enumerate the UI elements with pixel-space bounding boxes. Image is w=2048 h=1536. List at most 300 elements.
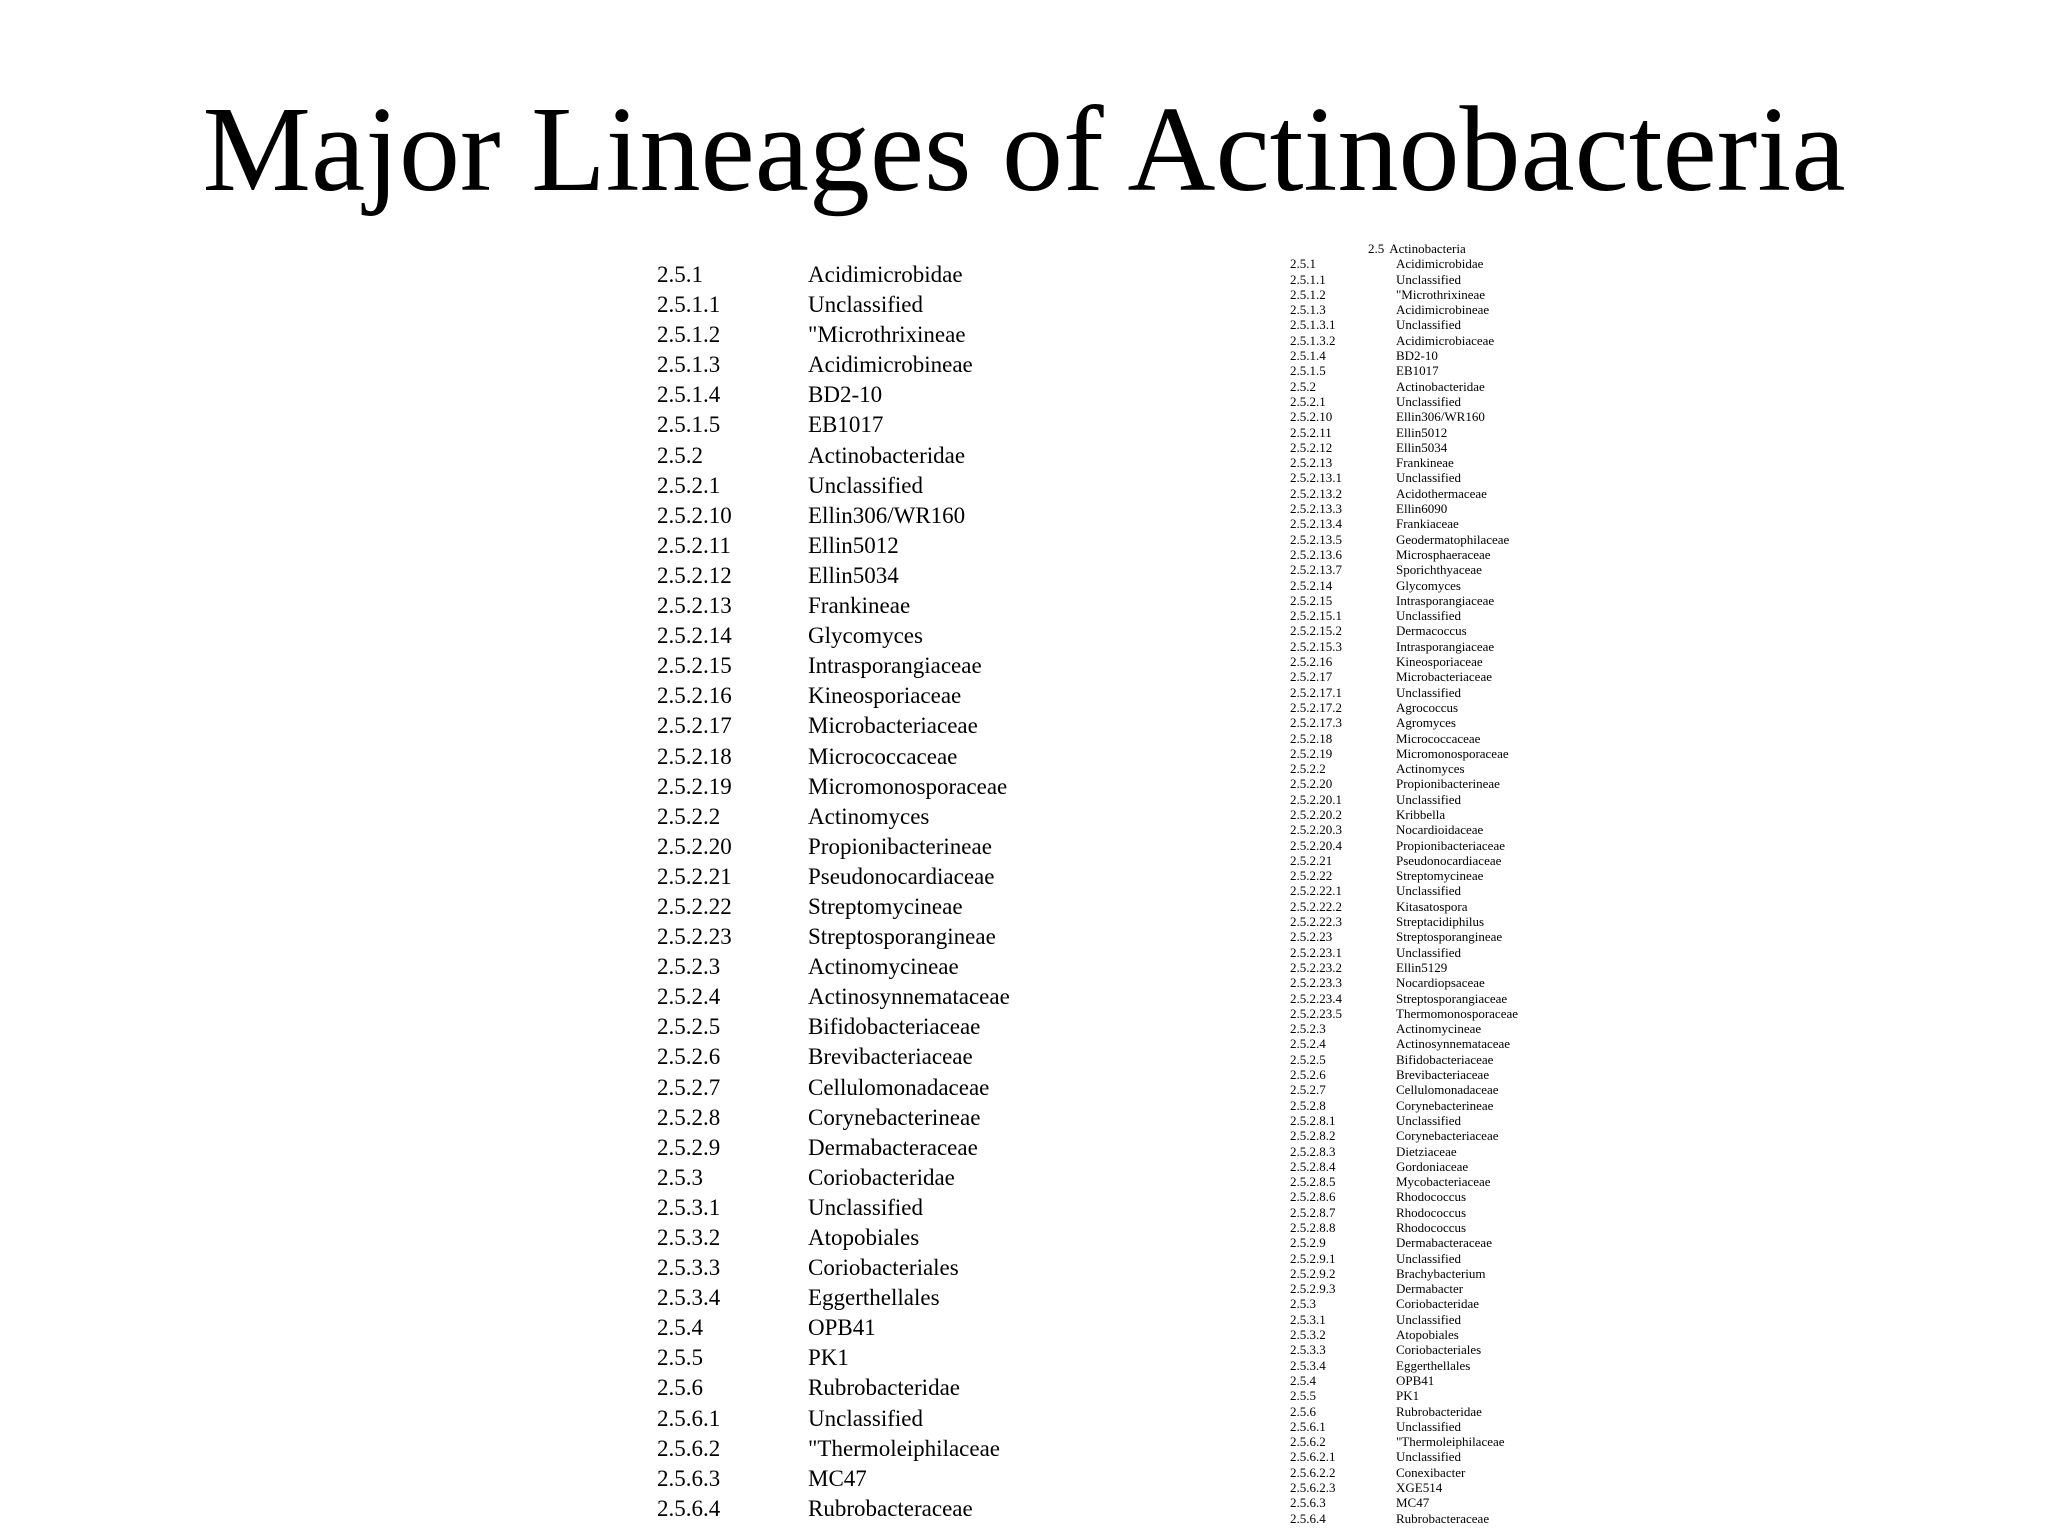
- lineage-code: 2.5.2.23: [1290, 929, 1333, 945]
- lineage-name: Actinomycineae: [808, 954, 959, 980]
- lineage-name: OPB41: [1396, 1372, 1435, 1388]
- lineage-name: XGE514: [1396, 1480, 1443, 1496]
- lineage-table-major: [657, 260, 1010, 1524]
- lineage-name: Mycobacteriaceae: [1396, 1174, 1491, 1190]
- table-row: [1290, 1189, 1518, 1204]
- table-row: [657, 862, 1010, 892]
- lineage-code: 2.5.2.17: [657, 713, 732, 739]
- table-row: [657, 982, 1010, 1012]
- lineage-code: 2.5.2.12: [657, 562, 732, 588]
- lineage-name: Cellulomonadaceae: [1396, 1082, 1499, 1098]
- lineage-code: 2.5.2.19: [657, 773, 732, 799]
- table-row: [657, 621, 1010, 651]
- table-row: [1290, 960, 1518, 975]
- lineage-name: Bifidobacteriaceae: [1396, 1051, 1494, 1067]
- table-row: [1290, 654, 1518, 669]
- lineage-name: "Microthrixineae: [1396, 286, 1486, 302]
- lineage-code: 2.5.2.8: [657, 1104, 721, 1130]
- lineage-name: Conexibacter: [1396, 1464, 1466, 1480]
- lineage-name: Ellin6090: [1396, 501, 1448, 517]
- lineage-code: 2.5.1.3.1: [1290, 317, 1336, 333]
- table-row: [1290, 1281, 1518, 1296]
- lineage-code: 2.5.1.3.2: [1290, 332, 1336, 348]
- table-row: [1290, 333, 1518, 348]
- lineage-name: Coriobacteridae: [808, 1164, 955, 1190]
- lineage-code: 2.5.2.22.2: [1290, 898, 1342, 914]
- lineage-code: 2.5.6.3: [1290, 1495, 1326, 1511]
- lineage-code: 2.5.2.17.1: [1290, 684, 1342, 700]
- table-row: [1290, 822, 1518, 837]
- table-row: [1290, 1144, 1518, 1159]
- lineage-code: 2.5.2.18: [657, 743, 732, 769]
- table-row: [657, 380, 1010, 410]
- lineage-name: Frankiaceae: [1396, 516, 1459, 532]
- lineage-name: "Microthrixineae: [808, 322, 966, 348]
- lineage-code: 2.5.1: [1290, 256, 1316, 272]
- lineage-code: 2.5.2.19: [1290, 745, 1333, 761]
- lineage-name: Ellin5012: [1396, 424, 1448, 440]
- table-row: [1290, 425, 1518, 440]
- lineage-code: 2.5.2.13.6: [1290, 546, 1342, 562]
- lineage-code: 2.5.2.11: [657, 532, 731, 558]
- table-row: [1290, 1036, 1518, 1051]
- table-row: [657, 952, 1010, 982]
- table-row: [1290, 669, 1518, 684]
- lineage-name: Propionibacteriaceae: [1396, 837, 1505, 853]
- table-row: [657, 1012, 1010, 1042]
- lineage-name: Actinomyces: [1396, 761, 1465, 777]
- lineage-code: 2.5.3.1: [657, 1194, 721, 1220]
- lineage-code: 2.5.2.22.3: [1290, 914, 1342, 930]
- lineage-code: 2.5.6.2.1: [1290, 1449, 1336, 1465]
- lineage-name: Unclassified: [1396, 1311, 1461, 1327]
- table-row: [1290, 1128, 1518, 1143]
- lineage-name: Corynebacterineae: [808, 1104, 981, 1130]
- table-row: [1290, 562, 1518, 577]
- lineage-code: 2.5.2.1: [657, 472, 721, 498]
- table-row: [657, 501, 1010, 531]
- lineage-code: 2.5.2.22: [657, 893, 732, 919]
- lineage-name: Intrasporangiaceae: [808, 653, 982, 679]
- table-row: [1290, 302, 1518, 317]
- lineage-name: Streptomycineae: [808, 893, 963, 919]
- lineage-code: 2.5.2.14: [657, 623, 732, 649]
- table-row: [657, 742, 1010, 772]
- table-row: [1290, 1251, 1518, 1266]
- table-row: [657, 320, 1010, 350]
- lineage-name: Pseudonocardiaceae: [1396, 852, 1502, 868]
- lineage-name: Ellin5034: [1396, 439, 1448, 455]
- table-row: [1290, 991, 1518, 1006]
- lineage-code: 2.5.2.8.4: [1290, 1158, 1336, 1174]
- lineage-code: 2.5.2.5: [657, 1014, 721, 1040]
- lineage-code: 2.5.2.9.1: [1290, 1250, 1336, 1266]
- lineage-name: "Thermoleiphilaceae: [808, 1435, 1001, 1461]
- lineage-name: Unclassified: [1396, 1250, 1461, 1266]
- lineage-code: 2.5.2.8.2: [1290, 1128, 1336, 1144]
- lineage-name: Ellin5129: [1396, 959, 1448, 975]
- lineage-name: Kitasatospora: [1396, 898, 1468, 914]
- table-row: [1290, 883, 1518, 898]
- table-row: [1290, 287, 1518, 302]
- lineage-name: Unclassified: [808, 1194, 923, 1220]
- lineage-name: Pseudonocardiaceae: [808, 863, 995, 889]
- table-row: [1290, 532, 1518, 547]
- table-row: [1290, 838, 1518, 853]
- table-row: [1290, 501, 1518, 516]
- lineage-name: BD2-10: [1396, 348, 1438, 364]
- lineage-code: 2.5.2.13.1: [1290, 470, 1342, 486]
- lineage-code: 2.5.2.17: [1290, 669, 1333, 685]
- table-row: [1290, 929, 1518, 944]
- table-row: [657, 651, 1010, 681]
- lineage-code: 2.5.5: [1290, 1388, 1316, 1404]
- lineage-code: 2.5.2.13.5: [1290, 531, 1342, 547]
- lineage-code: 2.5.2.13: [657, 593, 732, 619]
- lineage-name: Atopobiales: [1396, 1327, 1459, 1343]
- lineage-code: 2.5.2.14: [1290, 577, 1333, 593]
- lineage-name: Streptosporangineae: [808, 924, 996, 950]
- lineage-code: 2.5.2: [1290, 378, 1316, 394]
- table-row: [1290, 1052, 1518, 1067]
- lineage-code: 2.5.1.3: [1290, 302, 1326, 318]
- lineage-name: Acidothermaceae: [1396, 485, 1487, 501]
- lineage-code: 2.5.2.15.2: [1290, 623, 1342, 639]
- table-row: [657, 1042, 1010, 1072]
- table-row: [657, 1343, 1010, 1373]
- table-row: [1290, 1235, 1518, 1250]
- table-row: [1290, 1449, 1518, 1464]
- lineage-name: Geodermatophilaceae: [1396, 531, 1510, 547]
- table-row: [1290, 945, 1518, 960]
- table-row: [657, 1404, 1010, 1434]
- lineage-code: 2.5.1: [657, 262, 703, 287]
- table-row: [657, 892, 1010, 922]
- table-row: [1290, 1419, 1518, 1434]
- lineage-code: 2.5.2.13.2: [1290, 485, 1342, 501]
- table-row: [657, 1133, 1010, 1163]
- lineage-code: 2.5.2.8.1: [1290, 1112, 1336, 1128]
- table-row: [1290, 486, 1518, 501]
- lineage-code: 2.5.2.17.2: [1290, 699, 1342, 715]
- lineage-code: 2.5.2.23.4: [1290, 990, 1342, 1006]
- lineage-code: 2.5.3.3: [657, 1255, 721, 1281]
- lineage-name: Microbacteriaceae: [808, 713, 978, 739]
- table-row: [657, 561, 1010, 591]
- lineage-code: 2.5.1.4: [1290, 348, 1326, 364]
- lineage-name: Intrasporangiaceae: [1396, 592, 1495, 608]
- lineage-code: 2.5.2.18: [1290, 730, 1333, 746]
- lineage-code: 2.5.3.2: [1290, 1327, 1326, 1343]
- lineage-name: Unclassified: [1396, 883, 1461, 899]
- table-row: [1290, 455, 1518, 470]
- lineage-name: Nocardioidaceae: [1396, 822, 1484, 838]
- table-row: [1290, 516, 1518, 531]
- lineage-name: Streptosporangiaceae: [1396, 990, 1508, 1006]
- table-row: [1290, 1174, 1518, 1189]
- table-row: [1290, 807, 1518, 822]
- table-row: [1290, 1342, 1518, 1357]
- table-row: [1290, 853, 1518, 868]
- lineage-name: "Thermoleiphilaceae: [1396, 1434, 1505, 1450]
- lineage-name: Dermabacter: [1396, 1281, 1464, 1297]
- lineage-code: 2.5.2.8.6: [1290, 1189, 1336, 1205]
- table-row: [1290, 394, 1518, 409]
- lineage-name: MC47: [808, 1465, 867, 1491]
- table-row: [1290, 1021, 1518, 1036]
- table-row: [657, 531, 1010, 561]
- table-row: [1290, 1266, 1518, 1281]
- lineage-code: 2.5.3.2: [657, 1225, 721, 1250]
- lineage-code: 2.5.2.15.3: [1290, 638, 1342, 654]
- lineage-name: Acidimicrobineae: [808, 352, 973, 378]
- table-row: [1290, 317, 1518, 332]
- table-row: [1290, 440, 1518, 455]
- lineage-name: Rubrobacteraceae: [1396, 1510, 1490, 1526]
- lineage-name: Unclassified: [808, 1405, 923, 1431]
- lineage-name: BD2-10: [808, 382, 883, 408]
- lineage-code: 2.5.2.9.2: [1290, 1265, 1336, 1281]
- lineage-code: 2.5.2.13.3: [1290, 501, 1342, 517]
- lineage-code: 2.5.2.13.7: [1290, 562, 1342, 578]
- lineage-name: Streptomycineae: [1396, 868, 1484, 884]
- lineage-code: 2.5.2.9: [657, 1134, 721, 1160]
- lineage-code: 2.5.2.7: [1290, 1082, 1326, 1098]
- lineage-name: Unclassified: [1396, 393, 1461, 409]
- lineage-code: 2.5.2.20: [1290, 776, 1333, 792]
- table-row: [1290, 1388, 1518, 1403]
- lineage-code: 2.5.3.1: [1290, 1311, 1326, 1327]
- table-row: [1290, 1404, 1518, 1419]
- lineage-name: Rubrobacteridae: [1396, 1403, 1482, 1419]
- lineage-name: Agrococcus: [1396, 699, 1459, 715]
- lineage-table-detailed: [1290, 256, 1518, 1526]
- table-row: [1290, 1296, 1518, 1311]
- table-row: [1290, 379, 1518, 394]
- table-row: [1290, 1205, 1518, 1220]
- table-row: [1290, 470, 1518, 485]
- lineage-name: Rhodococcus: [1396, 1189, 1467, 1205]
- lineage-code: 2.5.1.2: [1290, 286, 1326, 302]
- lineage-name: Micromonosporaceae: [1396, 745, 1509, 761]
- lineage-code: 2.5.2.16: [657, 683, 732, 709]
- lineage-code: 2.5.2.15: [657, 653, 732, 679]
- lineage-name: OPB41: [808, 1315, 876, 1341]
- lineage-name: Unclassified: [1396, 317, 1461, 333]
- lineage-code: 2.5.2.8.8: [1290, 1220, 1336, 1235]
- lineage-name: Rubrobacteraceae: [808, 1495, 973, 1521]
- lineage-code: 2.5.2.7: [657, 1074, 721, 1100]
- lineage-code: 2.5.2.23.3: [1290, 975, 1342, 991]
- lineage-code: 2.5.2.21: [1290, 852, 1333, 868]
- lineage-name: Acidimicrobiaceae: [1396, 332, 1495, 348]
- lineage-code: 2.5.2.6: [657, 1044, 721, 1070]
- lineage-name: Sporichthyaceae: [1396, 562, 1482, 578]
- lineage-name: Acidimicrobidae: [1396, 256, 1484, 272]
- table-row: [1290, 1373, 1518, 1388]
- lineage-name: Intrasporangiaceae: [1396, 638, 1495, 654]
- lineage-name: Coriobacteriales: [808, 1255, 959, 1281]
- lineage-code: 2.5.2.8.5: [1290, 1174, 1336, 1190]
- lineage-name: Unclassified: [1396, 684, 1461, 700]
- lineage-code: 2.5.2.5: [1290, 1051, 1326, 1067]
- lineage-code: 2.5.2.9.3: [1290, 1281, 1336, 1297]
- detailed-table-header: [1290, 241, 1518, 256]
- lineage-code: 2.5.2.8.7: [1290, 1204, 1336, 1220]
- lineage-name: Unclassified: [1396, 1418, 1461, 1434]
- table-row: [1290, 409, 1518, 424]
- lineage-name: Eggerthellales: [1396, 1357, 1471, 1373]
- lineage-code: 2.5.6.2: [657, 1435, 721, 1461]
- header-code: 2.5: [1368, 241, 1385, 256]
- lineage-code: 2.5.6.3: [657, 1465, 721, 1491]
- lineage-name: PK1: [1396, 1388, 1420, 1404]
- lineage-code: 2.5.1.1: [1290, 271, 1326, 287]
- table-row: [657, 802, 1010, 832]
- table-row: [657, 1193, 1010, 1223]
- table-row: [1290, 792, 1518, 807]
- lineage-code: 2.5.2.15: [1290, 592, 1333, 608]
- lineage-name: Actinobacteridae: [808, 442, 966, 468]
- table-row: [1290, 899, 1518, 914]
- lineage-name: Corynebacteriaceae: [1396, 1128, 1499, 1144]
- lineage-name: Rhodococcus: [1396, 1204, 1467, 1220]
- lineage-code: 2.5.2.10: [657, 502, 732, 528]
- lineage-code: 2.5.6.2.3: [1290, 1480, 1336, 1496]
- lineage-name: Propionibacterineae: [808, 833, 992, 859]
- lineage-code: 2.5.2.23: [657, 924, 732, 950]
- lineage-code: 2.5.1.3: [657, 352, 721, 378]
- table-row: [1290, 256, 1518, 271]
- lineage-name: PK1: [808, 1345, 849, 1371]
- lineage-name: Coriobacteriales: [1396, 1342, 1482, 1358]
- table-row: [1290, 868, 1518, 883]
- table-row: [657, 1163, 1010, 1193]
- lineage-name: Unclassified: [1396, 1112, 1461, 1128]
- lineage-code: 2.5.2.20: [657, 833, 732, 859]
- lineage-code: 2.5.2.15.1: [1290, 608, 1342, 624]
- lineage-name: Actinosynnemataceae: [808, 984, 1010, 1010]
- table-row: [1290, 715, 1518, 730]
- lineage-name: Streptosporangineae: [1396, 929, 1503, 945]
- table-row: [657, 1464, 1010, 1494]
- lineage-name: Actinobacteridae: [1396, 378, 1485, 394]
- lineage-code: 2.5.2.8.3: [1290, 1143, 1336, 1159]
- lineage-name: Unclassified: [1396, 470, 1461, 486]
- lineage-name: Unclassified: [1396, 944, 1461, 960]
- slide-title: Major Lineages of Actinobacteria: [202, 82, 1846, 217]
- lineage-name: Kribbella: [1396, 806, 1446, 822]
- lineage-code: 2.5.2.20.3: [1290, 822, 1342, 838]
- lineage-name: Ellin5012: [808, 532, 899, 558]
- lineage-name: EB1017: [1396, 363, 1439, 379]
- lineage-name: Dermacoccus: [1396, 623, 1467, 639]
- lineage-code: 2.5.6: [657, 1375, 703, 1401]
- table-row: [1290, 1113, 1518, 1128]
- table-row: [1290, 1358, 1518, 1373]
- lineage-name: Corynebacterineae: [1396, 1097, 1494, 1113]
- lineage-name: Glycomyces: [1396, 577, 1461, 593]
- table-row: [657, 260, 1010, 290]
- lineage-code: 2.5.2.23.5: [1290, 1005, 1342, 1021]
- lineage-name: Micromonosporaceae: [808, 773, 1008, 799]
- lineage-code: 2.5.6.4: [657, 1495, 721, 1521]
- table-row: [657, 471, 1010, 501]
- lineage-code: 2.5.2.2: [657, 803, 721, 829]
- lineage-name: Rubrobacteridae: [808, 1375, 960, 1401]
- table-row: [1290, 272, 1518, 287]
- lineage-code: 2.5.2.17.3: [1290, 715, 1342, 731]
- lineage-name: Dietziaceae: [1396, 1143, 1457, 1159]
- lineage-name: Dermabacteraceae: [808, 1134, 978, 1160]
- lineage-name: Actinomyces: [808, 803, 930, 829]
- lineage-name: Actinosynnemataceae: [1396, 1036, 1511, 1052]
- table-row: [1290, 761, 1518, 776]
- lineage-name: Glycomyces: [808, 623, 923, 649]
- lineage-code: 2.5.2.20.1: [1290, 791, 1342, 807]
- table-row: [657, 922, 1010, 952]
- table-row: [657, 410, 1010, 440]
- table-row: [1290, 593, 1518, 608]
- lineage-name: Unclassified: [1396, 1449, 1461, 1465]
- lineage-name: Cellulomonadaceae: [808, 1074, 990, 1100]
- lineage-name: Acidimicrobineae: [1396, 302, 1490, 318]
- lineage-name: Kineosporiaceae: [808, 683, 962, 709]
- lineage-code: 2.5.2.10: [1290, 409, 1333, 425]
- table-row: [1290, 1434, 1518, 1449]
- lineage-code: 2.5.6.1: [657, 1405, 721, 1431]
- lineage-name: Unclassified: [808, 292, 923, 318]
- table-row: [657, 290, 1010, 320]
- table-row: [657, 1253, 1010, 1283]
- table-row: [657, 681, 1010, 711]
- lineage-code: 2.5.2.20.2: [1290, 806, 1342, 822]
- lineage-code: 2.5.2.13: [1290, 455, 1333, 471]
- table-row: [1290, 1495, 1518, 1510]
- lineage-name: Propionibacterineae: [1396, 776, 1500, 792]
- lineage-code: 2.5.2.23.1: [1290, 944, 1342, 960]
- lineage-name: Frankineae: [808, 593, 911, 619]
- table-row: [1290, 363, 1518, 378]
- lineage-code: 2.5.2.13.4: [1290, 516, 1342, 532]
- table-row: [657, 591, 1010, 621]
- lineage-name: Microsphaeraceae: [1396, 546, 1491, 562]
- lineage-code: 2.5.1.1: [657, 292, 721, 318]
- table-row: [657, 1373, 1010, 1403]
- table-row: [1290, 547, 1518, 562]
- table-row: [1290, 1327, 1518, 1342]
- lineage-name: Ellin306/WR160: [1396, 409, 1485, 425]
- lineage-name: Brevibacteriaceae: [808, 1044, 973, 1070]
- table-row: [657, 1103, 1010, 1133]
- lineage-code: 2.5.2.20.4: [1290, 837, 1342, 853]
- table-row: [657, 1434, 1010, 1464]
- lineage-name: Nocardiopsaceae: [1396, 975, 1485, 991]
- header-name: Actinobacteria: [1389, 241, 1466, 256]
- lineage-name: Frankineae: [1396, 455, 1454, 471]
- lineage-code: 2.5.2.1: [1290, 393, 1326, 409]
- table-row: [1290, 623, 1518, 638]
- lineage-name: Kineosporiaceae: [1396, 654, 1483, 670]
- lineage-name: Ellin306/WR160: [808, 502, 966, 528]
- table-row: [1290, 1082, 1518, 1097]
- lineage-name: Unclassified: [808, 472, 923, 498]
- lineage-code: 2.5.2.23.2: [1290, 959, 1342, 975]
- table-row: [1290, 639, 1518, 654]
- lineage-name: Bifidobacteriaceae: [808, 1014, 981, 1040]
- lineage-code: 2.5.3: [657, 1164, 703, 1190]
- lineage-code: 2.5.2.21: [657, 863, 732, 889]
